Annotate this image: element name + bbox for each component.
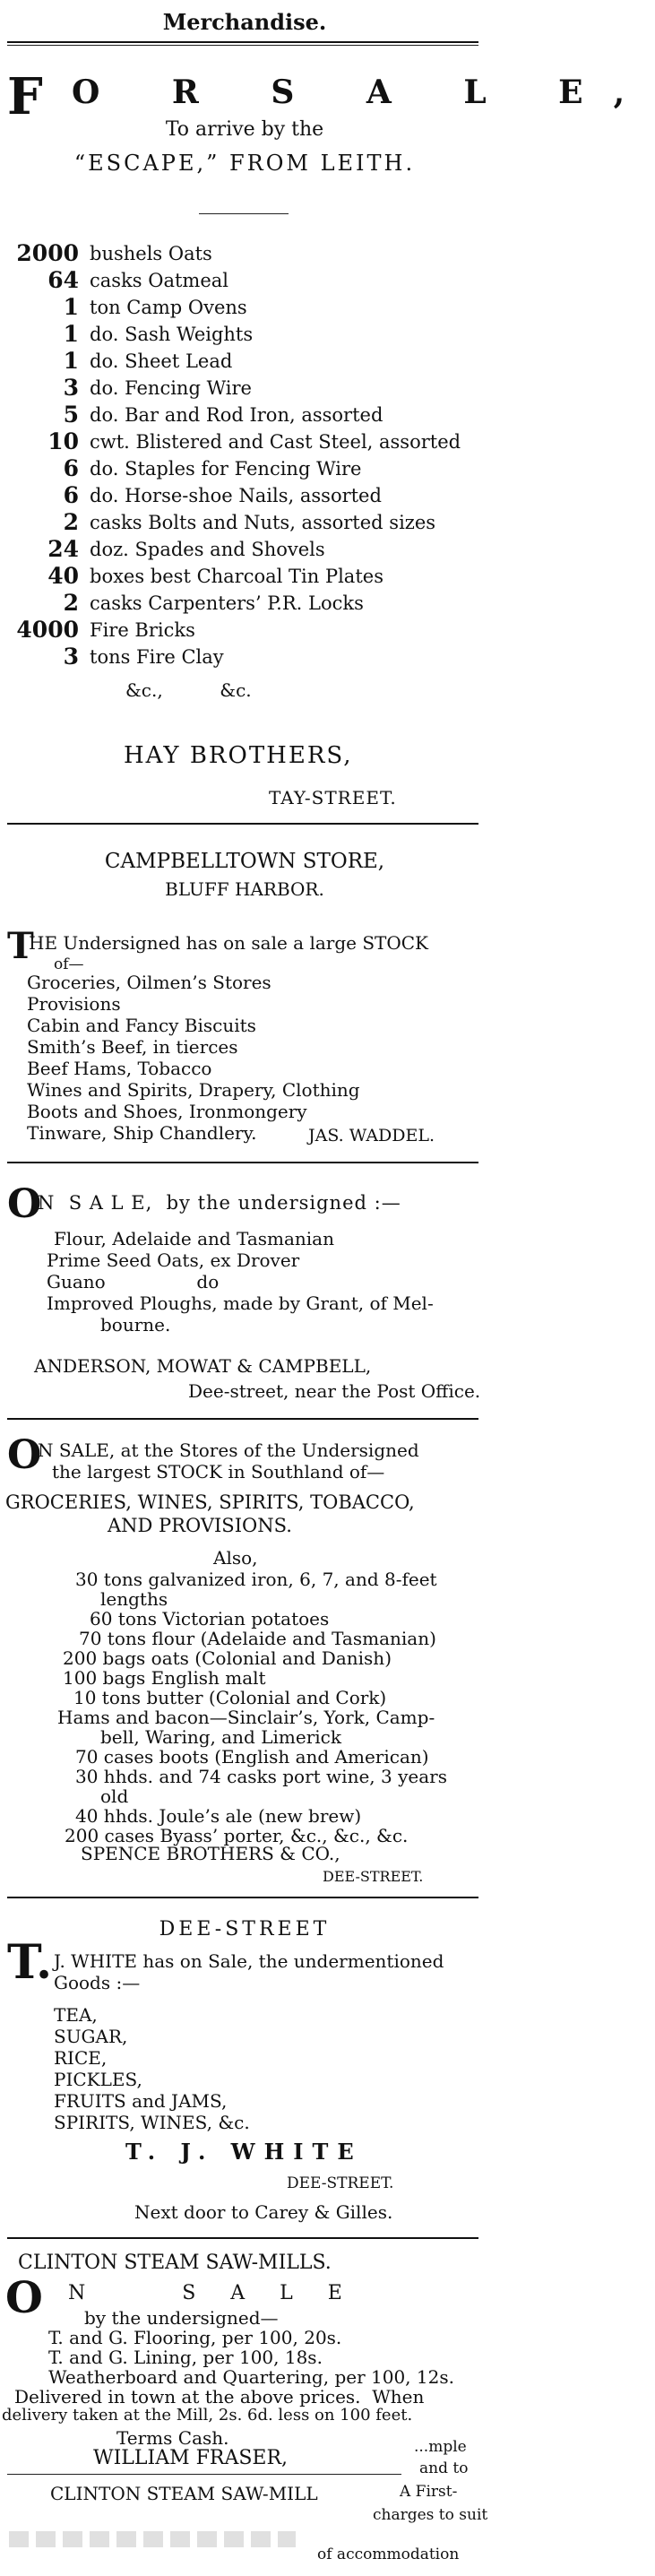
ad6-overlap5: of accommodation: [317, 2546, 460, 2563]
ad2-of: of—: [54, 955, 84, 973]
ad6-title: CLINTON STEAM SAW-MILLS.: [18, 2252, 332, 2274]
ad2-item: Smith’s Beef, in tierces: [27, 1036, 238, 1058]
ad6-faded-text: [9, 2531, 296, 2547]
divider: [7, 1897, 478, 1898]
ad6-overlap3: A First-: [400, 2483, 458, 2501]
item-desc: do. Bar and Rod Iron, assorted: [90, 404, 384, 426]
ad5-item: RICE,: [54, 2047, 108, 2069]
item-qty: 1: [63, 294, 79, 320]
ad2-item: Cabin and Fancy Biscuits: [27, 1015, 256, 1036]
ad4-address: DEE-STREET.: [323, 1868, 424, 1885]
item-desc: casks Oatmeal: [90, 270, 228, 291]
ad5-item: SPIRITS, WINES, &c.: [54, 2112, 250, 2133]
ad6-line1: by the undersigned—: [84, 2307, 279, 2329]
item-qty: 6: [63, 482, 79, 508]
item-desc: boxes best Charcoal Tin Plates: [90, 566, 384, 587]
item-desc: casks Bolts and Nuts, assorted sizes: [90, 512, 436, 533]
ad4-line: 60 tons Victorian potatoes: [90, 1608, 330, 1629]
ad3-address: Dee-street, near the Post Office.: [188, 1380, 481, 1402]
ad6-line2: T. and G. Flooring, per 100, 20s.: [48, 2327, 342, 2348]
ad4-line: Hams and bacon—Sinclair’s, York, Camp-: [57, 1707, 435, 1728]
item-desc: ton Camp Ovens: [90, 297, 247, 318]
ad5-item: FRUITS and JAMS,: [54, 2090, 228, 2112]
divider: [7, 2237, 478, 2239]
ad6-terms: Terms Cash.: [116, 2427, 229, 2449]
ad1-etc: &c., &c.: [125, 679, 252, 701]
section-header: Merchandise.: [162, 9, 327, 35]
item-qty: 24: [47, 536, 79, 562]
divider: [7, 1162, 478, 1163]
item-qty: 5: [63, 402, 79, 428]
ad2-item: Wines and Spirits, Drapery, Clothing: [27, 1079, 360, 1101]
ad4-line: 70 cases boots (English and American): [75, 1746, 429, 1768]
ad3-intro: N S A L E, by the undersigned :—: [38, 1192, 401, 1214]
item-qty: 6: [63, 455, 79, 481]
item-desc: tons Fire Clay: [90, 646, 224, 668]
item-desc: cwt. Blistered and Cast Steel, assorted: [90, 431, 461, 453]
ad4-line: 70 tons flour (Adelaide and Tasmanian): [79, 1628, 436, 1649]
ad3-signature: ANDERSON, MOWAT & CAMPBELL,: [34, 1355, 372, 1377]
ad6-footer: CLINTON STEAM SAW-MILL: [50, 2483, 318, 2504]
item-qty: 64: [47, 267, 79, 293]
ad3-item: Improved Ploughs, made by Grant, of Mel-: [47, 1292, 434, 1314]
ad3-item: bourne.: [100, 1314, 171, 1336]
ad6-line3: T. and G. Lining, per 100, 18s.: [48, 2347, 323, 2368]
ad4-intro1: N SALE, at the Stores of the Undersigned: [38, 1439, 419, 1461]
item-qty: 3: [63, 375, 79, 401]
ad6-line4: Weatherboard and Quartering, per 100, 12s.: [48, 2366, 454, 2388]
ad2-signature: JAS. WADDEL.: [308, 1126, 435, 1145]
ad6-overlap2: and to: [419, 2459, 469, 2477]
item-desc: do. Sheet Lead: [90, 350, 233, 372]
ad4-signature: SPENCE BROTHERS & CO.,: [81, 1843, 340, 1864]
ad2-item: Boots and Shoes, Ironmongery: [27, 1101, 307, 1122]
divider: [7, 45, 478, 46]
ad2-dropcap: T: [7, 925, 34, 967]
ad4-line: old: [100, 1785, 129, 1807]
item-qty: 1: [63, 348, 79, 374]
ad1-title: O R S A L E,: [72, 73, 655, 111]
ad4-also: Also,: [213, 1547, 258, 1569]
item-qty: 2000: [16, 240, 79, 266]
ad2-title: CAMPBELLTOWN STORE,: [104, 850, 385, 873]
ad5-item: TEA,: [54, 2004, 98, 2026]
item-qty: 1: [63, 321, 79, 347]
ad6-dropcap: O: [5, 2273, 43, 2323]
item-desc: do. Sash Weights: [90, 324, 254, 345]
ad5-item: SUGAR,: [54, 2026, 128, 2047]
ad5-item: PICKLES,: [54, 2069, 142, 2090]
ad4-intro2: the largest STOCK in Southland of—: [52, 1461, 385, 1482]
ad4-line: 30 tons galvanized iron, 6, 7, and 8-feet: [75, 1569, 437, 1590]
ad6-line6: delivery taken at the Mill, 2s. 6d. less on 100 feet.: [2, 2406, 413, 2425]
item-qty: 10: [47, 428, 79, 454]
ad4-line: 200 cases Byass’ porter, &c., &c., &c.: [65, 1825, 409, 1846]
ad6-sale-word: N S A L E: [68, 2282, 357, 2304]
divider: [7, 823, 478, 825]
ad1-line1: To arrive by the: [165, 118, 324, 141]
item-desc: Fire Bricks: [90, 619, 195, 641]
item-qty: 3: [63, 644, 79, 670]
ad3-item: Prime Seed Oats, ex Drover: [47, 1249, 300, 1271]
short-rule: [199, 213, 289, 214]
item-desc: doz. Spades and Shovels: [90, 539, 325, 560]
ad6-line5: Delivered in town at the above prices. When: [14, 2386, 425, 2407]
ad4-line: 100 bags English malt: [63, 1667, 266, 1689]
ad2-item: Provisions: [27, 993, 121, 1015]
ad5-intro2: Goods :—: [54, 1972, 141, 1993]
ad3-item: Guano do: [47, 1271, 220, 1292]
ad2-item: Beef Hams, Tobacco: [27, 1058, 212, 1079]
ad4-dropcap: O: [7, 1432, 42, 1478]
ad3-item: Flour, Adelaide and Tasmanian: [54, 1228, 334, 1249]
item-qty: 4000: [16, 617, 79, 643]
ad4-line: 10 tons butter (Colonial and Cork): [73, 1687, 387, 1708]
ad1-address: TAY-STREET.: [269, 787, 397, 808]
ad2-item: Tinware, Ship Chandlery.: [27, 1122, 257, 1144]
ad6-overlap4: charges to suit: [373, 2506, 488, 2524]
item-desc: do. Fencing Wire: [90, 377, 252, 399]
ad5-note: Next door to Carey & Gilles.: [134, 2201, 393, 2223]
item-desc: bushels Oats: [90, 243, 212, 264]
ad4-line: bell, Waring, and Limerick: [100, 1726, 341, 1748]
ad1-signature: HAY BROTHERS,: [124, 742, 353, 769]
ad4-line: lengths: [100, 1588, 168, 1610]
ad5-address: DEE-STREET.: [287, 2174, 394, 2192]
ad5-title: DEE-STREET: [159, 1918, 331, 1941]
divider: [7, 2474, 401, 2475]
ad2-item: Groceries, Oilmen’s Stores: [27, 972, 271, 993]
ad1-line2: “ESCAPE,” FROM LEITH.: [73, 151, 416, 176]
ad3-dropcap: O: [7, 1181, 42, 1227]
item-desc: do. Staples for Fencing Wire: [90, 458, 362, 480]
ad6-signature: WILLIAM FRASER,: [93, 2447, 289, 2469]
ad2-intro: HE Undersigned has on sale a large STOCK: [29, 932, 428, 954]
ad4-heading1: GROCERIES, WINES, SPIRITS, TOBACCO,: [5, 1491, 415, 1513]
ad1-dropcap: F: [7, 67, 43, 126]
divider: [7, 1418, 478, 1420]
item-qty: 40: [47, 563, 79, 589]
item-desc: casks Carpenters’ P.R. Locks: [90, 592, 364, 614]
ad4-line: 200 bags oats (Colonial and Danish): [63, 1647, 392, 1669]
ad4-heading2: AND PROVISIONS.: [108, 1515, 292, 1536]
ad4-line: 30 hhds. and 74 casks port wine, 3 years: [75, 1766, 447, 1787]
ad5-dropcap: T.: [7, 1935, 53, 1990]
item-qty: 2: [63, 590, 79, 616]
ad5-intro1: J. WHITE has on Sale, the undermentioned: [54, 1950, 444, 1972]
ad6-overlap1: ...mple: [414, 2438, 467, 2456]
item-desc: do. Horse-shoe Nails, assorted: [90, 485, 382, 506]
item-qty: 2: [63, 509, 79, 535]
ad2-subtitle: BLUFF HARBOR.: [165, 878, 324, 900]
ad5-signature: T. J. WHITE: [125, 2139, 363, 2165]
ad4-line: 40 hhds. Joule’s ale (new brew): [75, 1805, 362, 1827]
divider: [7, 41, 478, 43]
